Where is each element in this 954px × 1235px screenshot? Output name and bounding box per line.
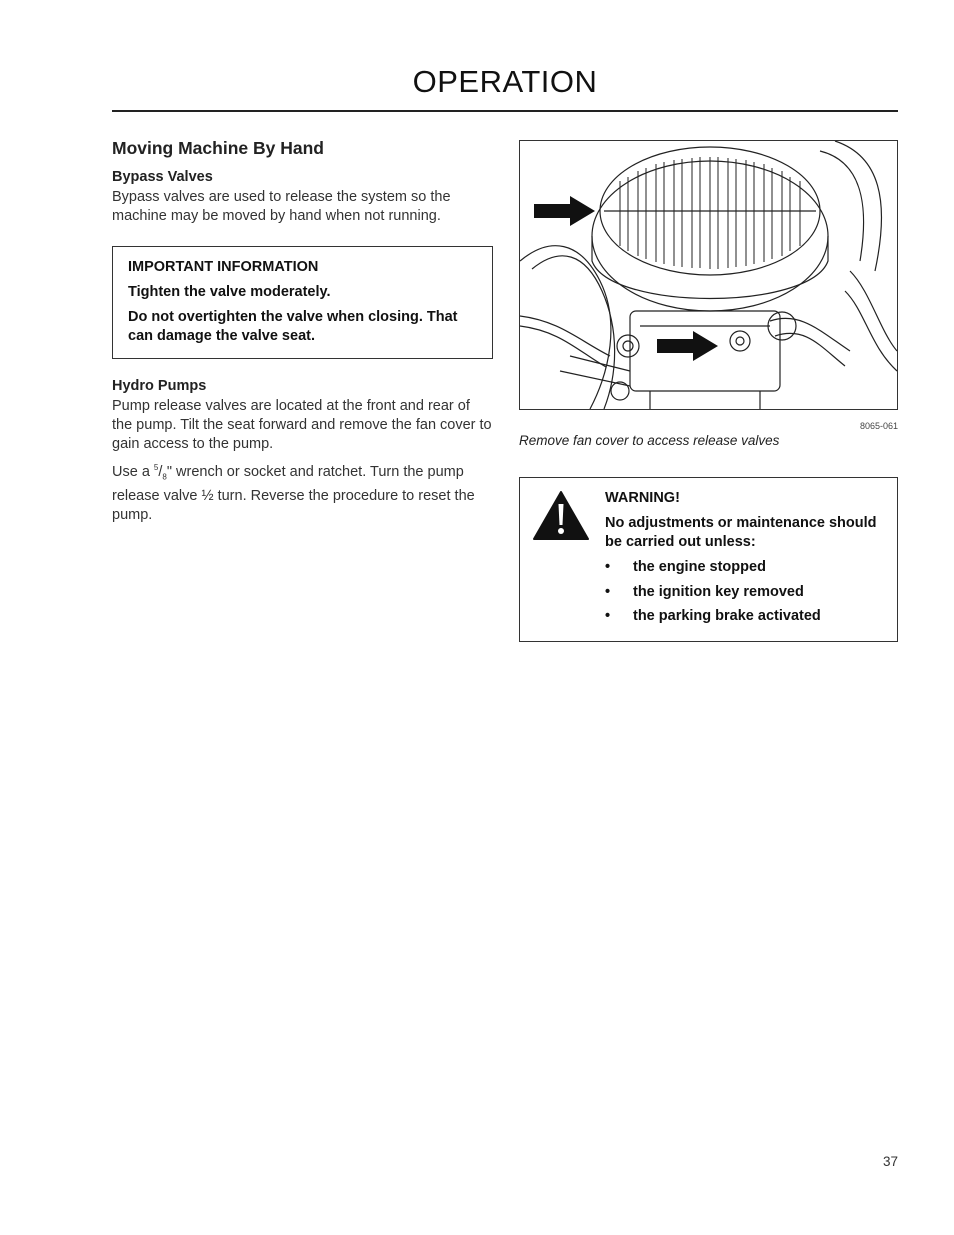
bullet-3: •: [605, 608, 611, 624]
bullet-2: •: [605, 583, 611, 600]
hydro-text-1: Pump release valves are located at the front and rear of the pump. Tilt the seat forward and remove the fan cover to gain access to the pump.: [112, 398, 492, 452]
bypass-text: Bypass valves are used to release the system so the machine may be moved by hand when not running.: [112, 189, 451, 224]
figure-caption: Remove fan cover to access release valves: [519, 433, 780, 448]
pump-illustration: [519, 140, 898, 410]
warning-list: [605, 558, 890, 626]
page-number: 37: [882, 1154, 898, 1169]
warning-item-2: the ignition key removed: [633, 583, 804, 600]
important-title: IMPORTANT INFORMATION: [128, 259, 319, 275]
hydro-heading: Hydro Pumps: [112, 378, 207, 394]
bullet-1: •: [605, 559, 611, 575]
warning-content: [605, 489, 890, 632]
warning-list-item: [605, 607, 890, 626]
warning-item-3: the parking brake activated: [633, 608, 821, 624]
figure-code: 8065-061: [859, 421, 898, 431]
important-line-1: Tighten the valve moderately.: [128, 284, 331, 300]
page-header-title: OPERATION: [412, 64, 598, 99]
bypass-heading: Bypass Valves: [112, 169, 213, 185]
fraction-separator: /: [158, 463, 163, 480]
right-column: [519, 140, 898, 642]
warning-title: WARNING!: [605, 490, 680, 506]
fraction-numerator: 5: [153, 463, 159, 472]
warning-list-item: [605, 558, 890, 577]
important-information-box: [112, 246, 493, 359]
hydro-text-2-prefix: Use a: [112, 463, 154, 480]
hydro-text-2-suffix: " wrench or socket and ratchet. Turn the pump release valve ½ turn. Reverse the procedure to reset the pump.: [112, 463, 475, 523]
warning-box: [519, 477, 898, 642]
warning-item-1: the engine stopped: [633, 559, 766, 575]
warning-triangle-icon: [532, 490, 590, 547]
important-line-2: Do not overtighten the valve when closing. That can damage the valve seat.: [128, 309, 458, 344]
warning-list-item: [605, 583, 890, 602]
header-divider: [112, 110, 898, 112]
section-title: Moving Machine By Hand: [112, 138, 324, 158]
warning-text: No adjustments or maintenance should be carried out unless:: [605, 515, 877, 550]
fraction-denominator: 8: [162, 472, 167, 482]
hydro-text-2: [112, 458, 493, 525]
pump-line-drawing: [520, 141, 897, 409]
left-column: [112, 135, 493, 529]
